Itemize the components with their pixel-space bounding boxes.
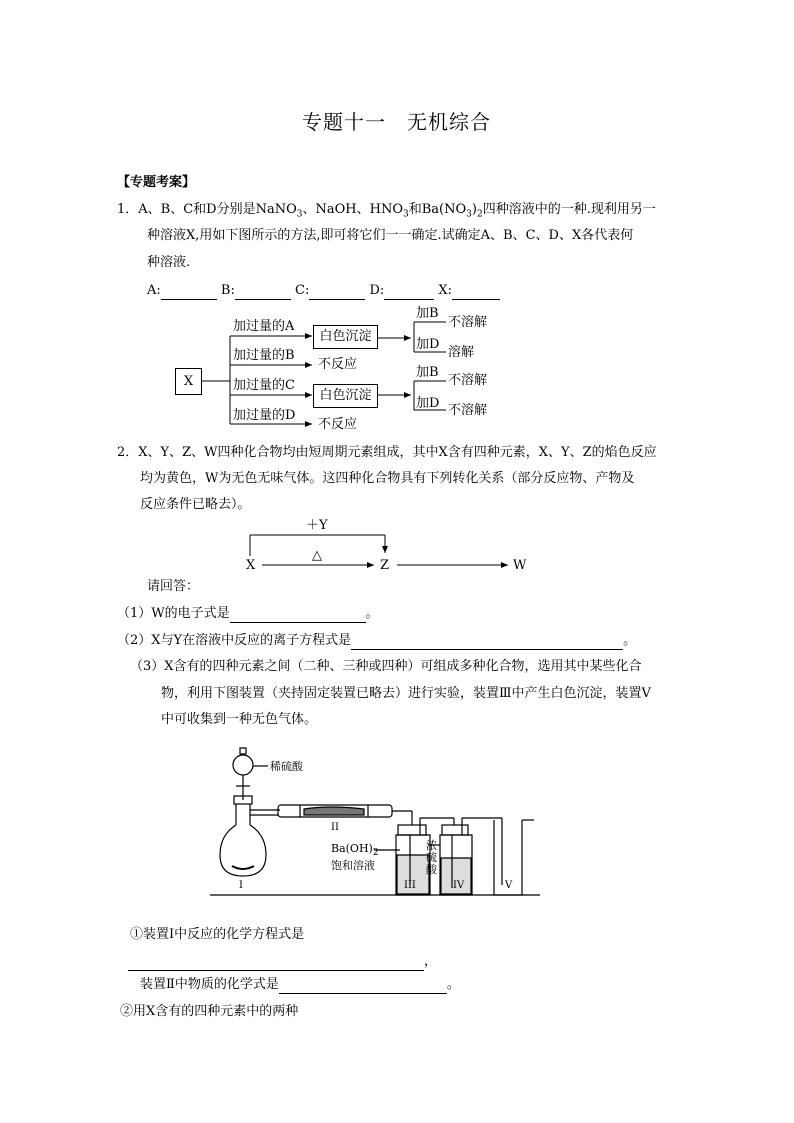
flow-x-box: X [175, 368, 202, 395]
q2-line3: 反应条件已略去）。 [140, 497, 251, 512]
q1-sub: 3 [296, 209, 303, 220]
q1-line1-text-d: ) [471, 202, 477, 217]
flow-insoluble-1: 不溶解 [448, 315, 488, 330]
flow-add-b-1: 加B [416, 306, 439, 321]
q1-sub: 3 [402, 209, 409, 220]
flow-branch-b: 加过量的B [233, 348, 295, 363]
label-conc-acid: 浓硫酸 [426, 839, 437, 876]
q2-part1-text: （1）W的电子式是 [117, 606, 230, 621]
flow-add-b-2: 加B [416, 365, 439, 380]
scheme-z: Z [380, 558, 390, 573]
flow-add-d-2: 加D [416, 396, 440, 411]
answer-label-x: X: [438, 283, 453, 298]
label-baoh2 [331, 842, 379, 858]
label-V: V [505, 880, 513, 891]
q2-sub1-blank[interactable] [128, 956, 424, 971]
q2-line2: 均为黄色，W为无色无味气体。这四种化合物具有下列转化关系（部分反应物、产物及 [140, 471, 635, 486]
q2-part1-end: 。 [365, 606, 379, 621]
label-I: I [239, 880, 243, 891]
flow-insoluble-3: 不溶解 [448, 403, 488, 418]
q2-sub1b-text: 装置Ⅱ中物质的化学式是 [140, 977, 279, 992]
q1-line1-text-a: 1．A、B、C和D分别是NaNO [117, 202, 297, 217]
label-baoh2-sub: 2 [372, 848, 379, 859]
q2-sub1b [140, 976, 460, 994]
flow-no-reaction-1: 不反应 [318, 357, 358, 372]
q2-part3-line2: 物，利用下图装置（夹持固定装置已略去）进行实验，装置Ⅲ中产生白色沉淀，装置Ⅴ [161, 686, 651, 701]
label-II: II [331, 822, 339, 833]
answer-label-b: B: [220, 283, 235, 298]
q2-sub1b-end: 。 [446, 977, 460, 992]
label-III: III [404, 880, 416, 891]
label-saturated: 饱和溶液 [331, 859, 375, 872]
section-label: 【专题考案】 [117, 175, 196, 190]
q1-line1-text-e: 四种溶液中的一种.现利用另一 [482, 202, 656, 217]
q2-part2-end: 。 [623, 633, 637, 648]
flow-no-reaction-2: 不反应 [318, 417, 358, 432]
q1-sub: 2 [476, 209, 483, 220]
q1-line1-text-c: 和Ba(NO [408, 202, 467, 217]
flow-add-d-1: 加D [416, 337, 440, 352]
q2-part3-line3: 中可收集到一种无色气体。 [161, 712, 318, 727]
scheme-plus-y: ＋Y [306, 518, 328, 533]
flow-soluble: 溶解 [448, 345, 475, 360]
label-dilute-acid: 稀硫酸 [270, 760, 303, 773]
scheme-w: W [513, 558, 527, 573]
answer-label-a: A: [147, 283, 161, 298]
q2-part2-text: （2）X与Y在溶液中反应的离子方程式是 [117, 633, 352, 648]
answer-label-d: D: [369, 283, 385, 298]
q2-line1: 2．X、Y、Z、W四种化合物均由短周期元素组成，其中X含有四种元素，X、Y、Z的焰色反应 [117, 445, 657, 460]
flow-precipitate-box-2: 白色沉淀 [313, 384, 378, 408]
flow-branch-d: 加过量的D [233, 408, 296, 423]
flow-branch-a: 加过量的A [233, 319, 295, 334]
q1-line1-text-b: 、NaOH、HNO [302, 202, 403, 217]
q2-sub2: ②用X含有的四种元素中的两种 [120, 1004, 299, 1019]
flow-insoluble-2: 不溶解 [448, 373, 488, 388]
scheme-x: X [246, 558, 256, 573]
label-IV: IV [453, 880, 465, 891]
page-title: 专题十一 无机综合 [302, 110, 491, 134]
q2-part3-line1: （3）X含有的四种元素之间（二种、三种或四种）可组成多种化合物，选用其中某些化合 [130, 659, 642, 674]
flow-branch-c: 加过量的C [233, 378, 295, 393]
q2-sub1: ①装置Ⅰ中反应的化学方程式是 [130, 927, 305, 942]
label-baoh2-text: Ba(OH) [331, 842, 373, 855]
q2-sub1b-blank[interactable] [279, 979, 447, 994]
flow-precipitate-box-1: 白色沉淀 [313, 325, 378, 349]
q1-line2: 种溶液X,用如下图所示的方法,即可将它们一一确定.试确定A、B、C、D、X各代表何 [147, 228, 634, 243]
please-answer: 请回答： [147, 579, 200, 594]
q2-sub1-comma: ， [424, 954, 438, 969]
answer-label-c: C: [295, 283, 310, 298]
q1-sub: 3 [466, 209, 472, 220]
scheme-heat: △ [312, 548, 322, 563]
q1-line3: 种溶液. [147, 255, 191, 270]
q2-sub1-answer-row [128, 953, 437, 971]
